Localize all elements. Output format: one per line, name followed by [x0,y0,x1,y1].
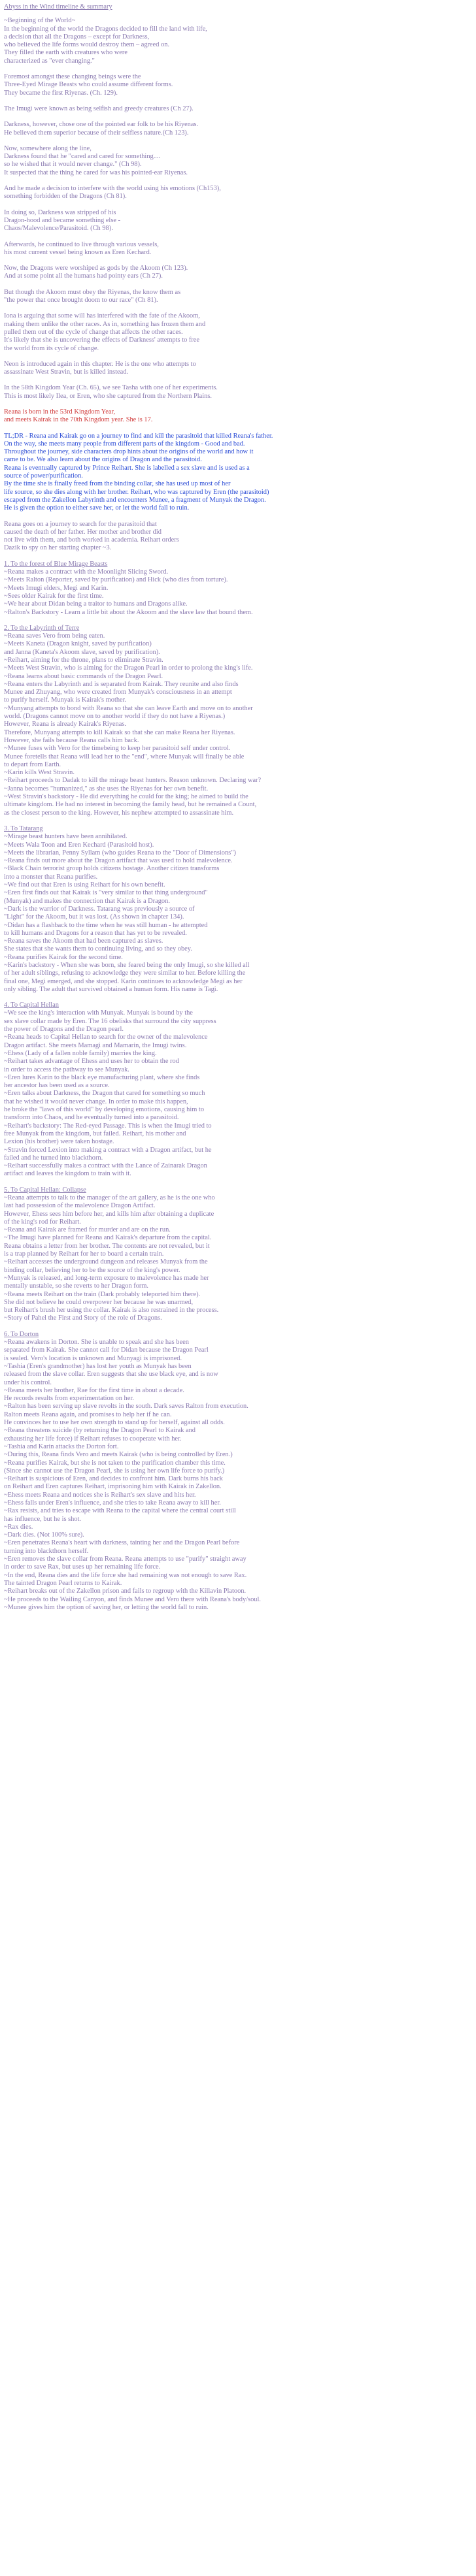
event-line: artifact and leaves the kingdom to train with it. [4,1170,131,1178]
text-line: And at some point all the humans had pointy ears (Ch 27). [4,272,163,280]
event-line: in order to access the pathway to see Munyak. [4,1066,129,1073]
event-line: ~Ralton's Backstory - Learn a little bit about the Akoom and the slave law that bound them. [4,608,253,616]
event-line: However, she fails because Reana calls him back. [4,736,139,744]
paragraph [4,432,471,513]
event-line: ~Tashia and Karin attacks the Dorton fort. [4,1443,119,1450]
text-line: so he wished that it would never change." (Ch 98). [4,161,142,169]
text-line: ~Beginning of the World~ [4,17,76,25]
event-line: exhausting her life force) if Reihart refuses to cooperate with her. [4,1435,182,1443]
event-line: ~Reana saves Vero from being eaten. [4,632,105,640]
event-line: released from the slave collar. Eren suggests that she use black eye, and is now [4,1371,218,1378]
text-line: escaped from the Zakellon Labyrinth and encounters Munee, a fragment of Munyak the Dragon. [4,496,266,504]
event-line: ~Reana heads to Capital Hellan to search for the owner of the malevolence [4,1034,208,1041]
paragraph [4,384,471,400]
event-line: ~Rax resists, and tries to escape with Reana to the capital where the central court still [4,1507,236,1515]
event-line: ~Eren talks about Darkness, the Dragon that cared for something so much [4,1090,205,1098]
event-line: in order to save Rax, but uses up her remaining life force. [4,1563,161,1571]
chapter-section [4,1331,471,1612]
event-line: ~Karin's backstory - When she was born, she feared being the only Imugi, so she killed all [4,961,250,969]
paragraph [4,17,471,65]
text-line: Neon is introduced again in this chapter. He is the one who attempts to [4,360,196,368]
event-line: ~Meets Kaneta (Dragon knight, saved by purification) [4,640,152,648]
event-line: has influence, but he is shot. [4,1515,82,1523]
event-line: ~Eren first finds out that Kairak is "very similar to that thing underground" [4,889,208,897]
event-line: Munee and Zhuyang, who were created from Munyak's consciousness in an attempt [4,689,232,696]
event-line: ~Reana awakens in Dorton. She is unable to speak and she has been [4,1339,189,1346]
event-line: ~Reana purifies Kairak, but she is not taken to the purification chamber this time. [4,1459,226,1467]
text-line: Reana is born in the 53rd Kingdom Year, [4,408,116,416]
text-line: Darkness, however, chose one of the pointed ear folk to be his Riyenas. [4,121,199,129]
text-line: It's likely that she is uncovering the effects of Darkness' attempts to free [4,336,200,344]
text-line: pulled them out of the cycle of change that affects the other races. [4,328,183,336]
chapter-sections [4,561,471,1612]
event-line: ~Munee gives him the option of saving her, or letting the world fall to ruin. [4,1603,209,1611]
paragraph [4,521,471,553]
event-line: ~Reana meets Reihart on the train (Dark probably teleported him there). [4,1290,201,1298]
text-line: He is given the option to either save her, or let the world fall to ruin. [4,504,190,512]
document-title: Abyss in the Wind timeline & summary [4,3,112,10]
event-line: ~Munyak is released, and long-term exposure to malevolence has made her [4,1274,209,1282]
text-line: The Imugi were known as being selfish and greedy creatures (Ch 27). [4,105,194,112]
event-line: turning into blackthorn herself. [4,1547,89,1555]
event-line: binding collar, believing her to be the source of the king's power. [4,1266,180,1274]
section-heading: 2. To the Labyrinth of Terre [4,624,80,632]
text-line: characterized as "ever changing." [4,57,95,65]
text-line: And he made a decision to interfere with the world using his emotions (Ch153), [4,185,221,193]
event-line: ~Reana and Kairak are framed for murder and are on the run. [4,1226,171,1234]
text-line: his most current vessel being known as Eren Kechard. [4,248,152,256]
event-line: last had possession of the malevolence Dragon Artifact. [4,1202,156,1210]
event-line: ~Reana purifies Kairak for the second time. [4,953,123,961]
event-line: ~Meets Imugi elders, Megi and Karin. [4,584,109,592]
text-line: Reana is eventually captured by Prince Reihart. She is labelled a sex slave and is used as a [4,464,250,472]
chapter-section [4,825,471,994]
event-line: He convinces her to use her own strength to stand up for herself, against all odds. [4,1419,225,1427]
event-line: ~Reana saves the Akoom that had been captured as slaves. [4,937,163,945]
event-line: ~Reana enters the Labyrinth and is separated from Kairak. They reunite and also finds [4,680,239,688]
event-line: However, Reana is already Kairak's Riyenas. [4,721,126,728]
event-line: ~The Imugi have planned for Reana and Kairak's departure from the capital. [4,1234,212,1242]
event-line: that he wished it would never change. In order to make this happen, [4,1098,188,1105]
text-line: On the way, she meets many people from different parts of the kingdom - Good and bad. [4,440,245,448]
event-line: Lexion (his brother) were taken hostage. [4,1138,114,1146]
text-line: a decision that all the Dragons – except for Darkness, [4,33,150,41]
event-line: ~We find out that Eren is using Reihart for his own benefit. [4,881,165,889]
text-line: This is most likely Ilea, or Eren, who she captured from the Northern Plains. [4,392,212,400]
event-line: on Reihart and Eren captures Reihart, imprisoning him with Kairak in Zakellon. [4,1483,222,1491]
paragraph [4,105,471,113]
event-line: ~Reana finds out more about the Dragon artifact that was used to hold malevolence. [4,857,233,865]
event-line: separated from Kairak. She cannot call for Didan because the Dragon Pearl [4,1346,209,1354]
text-line: Dazik to spy on her starting chapter ~3. [4,544,112,552]
event-line: ~Ehess (Lady of a fallen noble family) marries the king. [4,1049,157,1057]
text-line: Afterwards, he continued to live through various vessels, [4,240,159,248]
text-line: source of power/purification. [4,472,83,480]
section-heading: 3. To Tatarang [4,824,43,832]
event-line: However, Ehess sees him before her, and kills him after obtaining a duplicate [4,1210,214,1218]
paragraph [4,121,471,137]
text-line: something forbidden of the Dragons (Ch 81). [4,193,127,201]
event-line: ~Tashia (Eren's grandmother) has lost her youth as Munyak has been [4,1362,192,1370]
text-line: Now, the Dragons were worshiped as gods by the Akoom (Ch 123). [4,265,188,272]
text-line: "the power that once brought doom to our race" (Ch 81). [4,297,158,304]
chapter-section [4,1002,471,1179]
event-line: ~Meets Ralton (Reporter, saved by purification) and Hick (who dies from torture). [4,576,228,584]
text-line: who believed the life forms would destroy them – agreed on. [4,41,170,49]
event-line: ~Reihart successfully makes a contract with the Lance of Zainarak Dragon [4,1162,207,1170]
event-line: failed and he turned into blackthorn. [4,1154,103,1162]
text-line: Throughout the journey, side characters drop hints about the origins of the world and how it [4,448,254,456]
event-line: ~Reihart breaks out of the Zakellon prison and fails to regroup with the Killavin Platoon. [4,1588,246,1595]
text-line: Three-Eyed Mirage Beasts who could assume different forms. [4,81,173,89]
event-line: he broke the "laws of this world" by developing emotions, causing him to [4,1106,205,1114]
event-line: ~Reana threatens suicide (by returning the Dragon Pearl to Kairak and [4,1427,196,1435]
event-line: to purify herself. Munyak is Kairak's mother. [4,696,127,704]
event-line: Munee foretells that Reana will lead her to the "end", where Munyak will finally be able [4,753,245,760]
text-line: Iona is arguing that some will has interfered with the fate of the Akoom, [4,312,200,320]
event-line: ~Reihart, aiming for the throne, plans to eliminate Stravin. [4,657,163,664]
event-line: "Light" for the Akoom, but it was lost. (As shown in chapter 134). [4,913,184,921]
event-line: final one, Megi emerged, and she stopped. Karin continues to acknowledge Megi as her [4,977,243,985]
event-line: Ralton meets Reana again, and promises to help her if he can. [4,1410,172,1418]
event-line: ~He proceeds to the Wailing Canyon, and finds Munee and Vero there with Reana's body/soul. [4,1595,261,1603]
event-line: ~Reihart is suspicious of Eren, and decides to confront him. Dark burns his back [4,1475,223,1483]
event-line: to depart from Earth. [4,760,61,768]
chapter-section [4,561,471,617]
paragraph [4,241,471,257]
section-heading: 6. To Dorton [4,1330,39,1338]
text-line: It suspected that the thing he cared for was his pointed-ear Riyenas. [4,169,188,176]
event-line: ~Reihart accesses the underground dungeon and releases Munyak from the [4,1258,208,1266]
event-line: the power of Dragons and the Dragon pearl. [4,1026,124,1034]
event-line: ~Sees older Kairak for the first time. [4,592,104,600]
text-line: making them unlike the other races. As in, something has frozen them and [4,320,206,328]
event-line: ~Eren removes the slave collar from Reana. Reana attempts to use "purify" straight away [4,1556,246,1563]
event-line: ~Reana makes a contract with the Moonlight Slicing Sword. [4,568,169,576]
event-line: (Since she cannot use the Dragon Pearl, she is using her own life force to purify.) [4,1467,225,1475]
event-line: under his control. [4,1378,52,1386]
paragraph [4,289,471,305]
event-line: but Reihart's brush her using the collar. Kairak is also restrained in the process. [4,1307,219,1314]
event-line: ~Reihart takes advantage of Ehess and uses her to obtain the rod [4,1058,179,1066]
event-line: ~Janna becomes "humanized," as she uses the Riyenas for her own benefit. [4,785,209,792]
event-line: ~Eren penetrates Reana's heart with darkness, tainting her and the Dragon Pearl before [4,1539,240,1547]
text-line: Dragon-hood and became something else - [4,216,121,224]
chapter-section [4,625,471,817]
text-line: They became the first Riyenas. (Ch. 129). [4,89,118,97]
event-line: ~Reihart proceeds to Dadak to kill the mirage beast hunters. Reason unknown. Declaring war? [4,777,262,785]
event-line: ~Ralton has been serving up slave revolts in the south. Dark saves Ralton from execution. [4,1403,248,1410]
event-line: ~Story of Pahel the First and Story of the role of Dragons. [4,1314,162,1322]
event-line: ~Ehess meets Reana and notices she is Reihart's sex slave and hits her. [4,1491,196,1499]
event-line: ~Reana meets her brother, Rae for the first time in about a decade. [4,1386,184,1394]
event-line: (Munyak) and makes the connection that Kairak is a Dragon. [4,897,170,905]
chapter-section [4,1186,471,1323]
section-heading: 5. To Capital Hellan: Collapse [4,1186,86,1194]
event-line: into a monster that Reana purifies. [4,873,98,881]
paragraph [4,265,471,281]
paragraph [4,73,471,97]
event-line: ~Didan has a flashback to the time when he was still human - he attempted [4,921,208,929]
text-line: Foremost amongst these changing beings were the [4,73,141,81]
event-line: ~Munyang attempts to bond with Reana so that she can leave Earth and move on to another [4,704,253,712]
event-line: ~Stravin forced Lexion into making a contract with a Dragon artifact, but he [4,1146,212,1154]
event-line: ~Eren lures Karin to the black eye manufacturing plant, where she finds [4,1073,200,1081]
text-line: TL;DR - Reana and Kairak go on a journey to find and kill the parasitoid that killed Reana's father. [4,432,273,440]
text-line: assassinate West Stravin, but is killed instead. [4,368,129,376]
event-line: to kill humans and Dragons for a reason that has yet to be revealed. [4,929,187,937]
event-line: ultimate kingdom. He had no interest in becoming the family head, but he remained a Count, [4,801,257,809]
section-heading: 4. To Capital Hellan [4,1002,59,1009]
event-line: transform into Chaos, and he eventually turned into a parasitoid. [4,1114,179,1122]
text-line: the world from its cycle of change. [4,344,99,352]
text-line: They filled the earth with creatures who were [4,49,128,57]
event-line: is a trap planned by Reihart for her to board a certain train. [4,1250,164,1258]
event-line: of her adult siblings, refusing to acknowledge they were similar to her. Before killing the [4,970,246,977]
event-line: free Munyak from the kingdom, but failed. Reihart, his mother and [4,1130,186,1137]
event-line: Dragon artifact. She meets Mamagi and Mamarin, the Imugi twins. [4,1041,187,1049]
event-line: is sealed. Vero's location is unknown and Munyagi is imprisoned. [4,1354,182,1362]
event-line: ~Munee fuses with Vero for the timebeing to keep her parasitoid self under control. [4,745,231,753]
event-line: ~Black Chain terrorist group holds citizens hostage. Another citizen transforms [4,865,220,873]
event-line: ~Reana learns about basic commands of the Dragon Pearl. [4,672,163,680]
event-line: She states that she wants them to continuing living, and so they obey. [4,945,192,953]
event-line: of the king's rod for Reihart. [4,1218,81,1226]
intro-paragraphs [4,17,471,552]
event-line: ~West Stravin's backstory - He did everything he could for the king; he aimed to build the [4,793,248,801]
event-line: ~Meets Wala Toon and Eren Kechard (Parasitoid host). [4,841,154,849]
event-line: She did not believe he could overpower her because he was unarmed, [4,1298,194,1306]
event-line: The tainted Dragon Pearl returns to Kairak. [4,1579,122,1587]
event-line: ~Karin kills West Stravin. [4,769,75,777]
event-line: her ancestor has been used as a source. [4,1082,110,1090]
event-line: ~Ehess falls under Eren's influence, and she tries to take Reana away to kill her. [4,1499,221,1507]
event-line: world. (Dragons cannot move on to another world if they do not have a Riyenas.) [4,713,226,721]
paragraph [4,361,471,377]
paragraph [4,209,471,233]
event-line: as the closest person to the king. However, his nephew attempted to assassinate him. [4,809,234,817]
event-line: only sibling. The adult that survived obtained a human form. His name is Tagi. [4,985,218,993]
text-line: caused the death of her father. Her mother and brother did [4,528,162,536]
event-line: ~Dark is the warrior of Darkness. Tatarang was previously a source of [4,905,195,913]
text-line: By the time she is finally freed from the binding collar, she has used up most of her [4,480,231,488]
paragraph [4,185,471,201]
paragraph [4,145,471,177]
paragraph [4,312,471,352]
event-line: ~During this, Reana finds Vero and meets Kairak (who is being controlled by Eren.) [4,1451,233,1459]
text-line: and meets Kairak in the 70th Kingdom year. She is 17. [4,416,153,424]
event-line: ~Dark dies. (Not 100% sure). [4,1531,84,1539]
event-line: ~We see the king's interaction with Munyak. Munyak is bound by the [4,1009,193,1017]
text-line: In the 58th Kingdom Year (Ch. 65), we see Tasha with one of her experiments. [4,384,218,392]
text-line: But though the Akoom must obey the Riyenas, the know them as [4,288,181,296]
event-line: Therefore, Munyang attempts to kill Kairak so that she can make Reana her Riyenas. [4,728,235,736]
event-line: ~Rax dies. [4,1523,33,1531]
event-line: ~Meets West Stravin, who is aiming for the Dragon Pearl in order to prolong the king's life. [4,664,253,672]
text-line: life source, so she dies along with her brother. Reihart, who was captured by Eren (the parasitoid) [4,488,269,496]
paragraph [4,408,471,425]
event-line: ~We hear about Didan being a traitor to humans and Dragons alike. [4,600,188,608]
event-line: ~Mirage beast hunters have been annihilated. [4,833,128,841]
event-line: ~Reihart's backstory: The Red-eyed Passage. This is when the Imugi tried to [4,1122,212,1130]
text-line: came to be. We also learn about the origins of Dragon and the parasitoid. [4,456,202,464]
event-line: sex slave collar made by Eren. The 16 obelisks that surround the city suppress [4,1017,216,1025]
text-line: Reana goes on a journey to search for the parasitoid that [4,520,157,528]
event-line: ~In the end, Reana dies and the life force she had remaining was not enough to save Rax. [4,1571,247,1579]
text-line: Darkness found that he "cared and cared for something.... [4,153,161,161]
section-heading: 1. To the forest of Blue Mirage Beasts [4,560,108,568]
event-line: and Janna (Kaneta's Akoom slave, saved by purification). [4,648,160,656]
text-line: Now, somewhere along the line, [4,144,92,152]
text-line: In doing so, Darkness was stripped of his [4,208,116,216]
text-line: Chaos/Malevolence/Parasitoid. (Ch 98). [4,225,113,233]
text-line: not live with them, and both worked in academia. Reihart orders [4,536,179,544]
text-line: He believed them superior because of their selfless nature.(Ch 123). [4,129,189,137]
event-line: ~Reana attempts to talk to the manager of the art gallery, as he is the one who [4,1194,215,1201]
event-line: mentally unstable, so she reverts to her Dragon form. [4,1282,149,1290]
text-line: In the beginning of the world the Dragons decided to fill the land with life, [4,25,207,33]
event-line: Reana obtains a letter from her brother. The contents are not revealed, but it [4,1242,210,1250]
event-line: ~Meets the librarian, Penny Syllam (who guides Reana to the "Door of Dimensions") [4,849,236,856]
event-line: He records results from experimentation on her. [4,1395,134,1403]
